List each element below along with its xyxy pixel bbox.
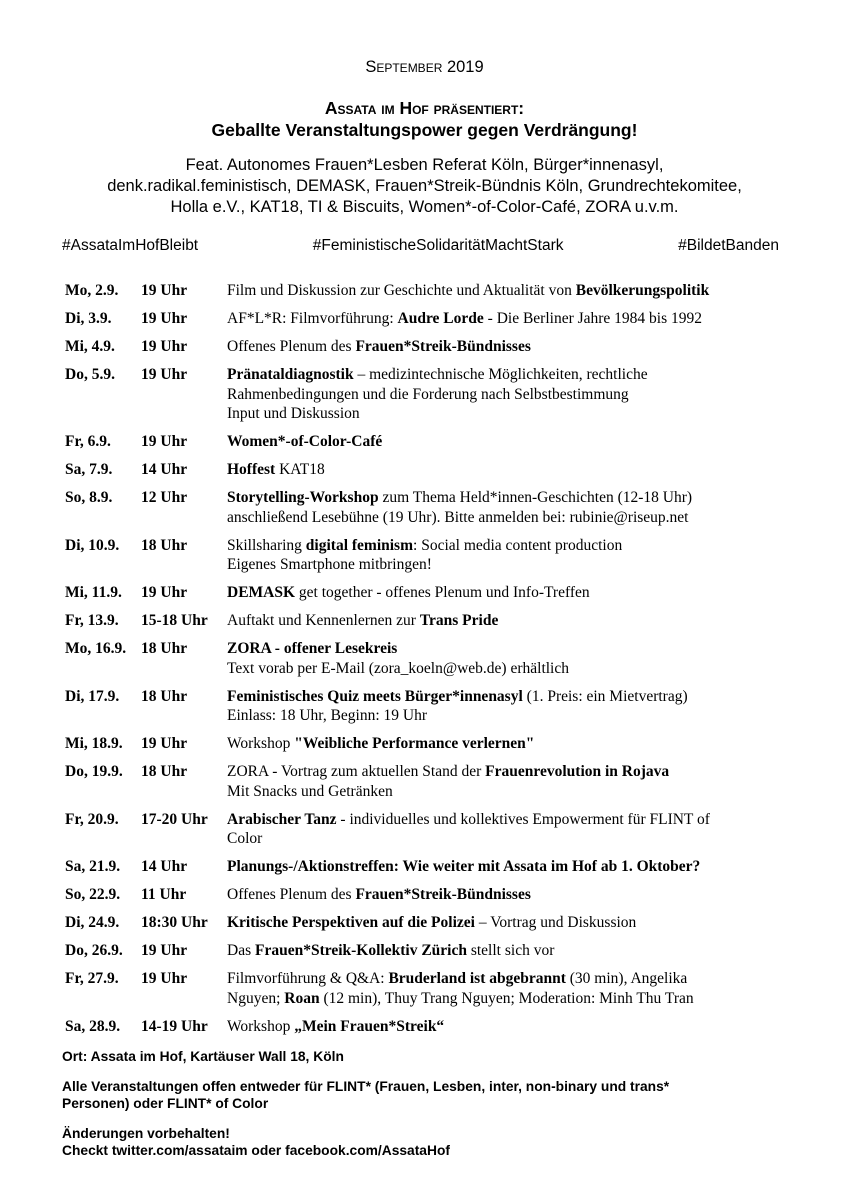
event-date: Mo, 16.9. (65, 640, 127, 657)
event-row (65, 969, 795, 1008)
event-description (227, 488, 795, 527)
event-time: 18 Uhr (141, 763, 188, 780)
event-date: Do, 26.9. (65, 942, 123, 959)
event-time: 18 Uhr (141, 536, 188, 554)
event-text: : Social media content production (413, 536, 623, 554)
event-description-line (227, 508, 795, 528)
event-row (65, 639, 795, 678)
event-row (65, 1017, 795, 1037)
event-description (227, 281, 795, 301)
event-text: Skillsharing (227, 536, 306, 554)
hashtag: #AssataImHofBleibt (62, 237, 199, 254)
event-date: Sa, 7.9. (65, 461, 113, 478)
event-description-line (227, 885, 795, 905)
event-time: 17-20 Uhr (141, 810, 208, 828)
event-date: Fr, 6.9. (65, 433, 111, 450)
event-description (227, 913, 795, 933)
event-text: Rahmenbedingungen und die Forderung nach Selbstbestimmung (227, 385, 629, 403)
event-description-line (227, 460, 795, 480)
event-time: 18:30 Uhr (141, 914, 208, 931)
event-row (65, 687, 795, 726)
page-title (0, 97, 849, 141)
event-description-line (227, 659, 795, 679)
event-text: – Vortrag und Diskussion (474, 914, 637, 931)
event-highlight: Bevölkerungspolitik (575, 282, 710, 299)
event-row (65, 337, 795, 357)
changes-line: Änderungen vorbehalten! (62, 1125, 230, 1141)
event-text: stellt sich vor (466, 942, 555, 959)
event-highlight: „Mein Frauen*Streik“ (294, 1017, 445, 1035)
event-text: Auftakt und Kennenlernen zur (227, 612, 420, 629)
featured-groups (40, 155, 809, 218)
event-row (65, 309, 795, 329)
event-description-line (227, 857, 795, 877)
event-row (65, 432, 795, 452)
event-time: 19 Uhr (141, 366, 188, 383)
event-highlight: Trans Pride (419, 612, 499, 629)
hashtag-row (62, 237, 779, 255)
event-row (65, 365, 795, 424)
event-description-line (227, 782, 795, 802)
event-description (227, 810, 795, 849)
event-description-line (227, 488, 795, 508)
changes-note (62, 1125, 802, 1160)
event-description (227, 309, 795, 329)
event-description-line (227, 555, 795, 575)
changes-line: Checkt twitter.com/assataim oder facebook.com/AssataHof (62, 1143, 450, 1158)
event-time: 19 Uhr (141, 338, 188, 355)
event-date: Mi, 11.9. (65, 584, 122, 601)
event-text: Color (227, 830, 263, 847)
event-row (65, 460, 795, 480)
event-time: 19 Uhr (141, 433, 188, 450)
event-description (227, 762, 795, 801)
event-date: Fr, 20.9. (65, 810, 119, 828)
event-highlight: Frauenrevolution in Rojava (485, 763, 670, 780)
event-description (227, 941, 795, 961)
event-description-line (227, 309, 795, 329)
event-description-line (227, 706, 795, 726)
event-row (65, 734, 795, 754)
event-description-line (227, 969, 795, 989)
event-time: 19 Uhr (141, 735, 188, 752)
event-row (65, 536, 795, 575)
event-description (227, 857, 795, 877)
event-description-line (227, 385, 795, 405)
event-date: So, 22.9. (65, 886, 121, 903)
event-date: Di, 3.9. (65, 310, 112, 327)
event-date: Fr, 13.9. (65, 612, 119, 629)
event-time: 19 Uhr (141, 282, 188, 299)
event-description (227, 460, 795, 480)
access-note (62, 1078, 802, 1113)
event-date: Fr, 27.9. (65, 970, 119, 987)
footer-info (62, 1048, 802, 1172)
event-description (227, 687, 795, 726)
event-text: AF*L*R: Filmvorführung: (227, 310, 398, 327)
event-time: 15-18 Uhr (141, 612, 208, 629)
event-highlight: Kritische Perspektiven auf die Polizei (227, 914, 475, 931)
event-description (227, 583, 795, 603)
event-text: (12 min), Thuy Trang Nguyen; Moderation: Minh Thu Tran (319, 989, 694, 1007)
event-description-line (227, 365, 795, 385)
event-highlight: Planungs-/Aktionstreffen: Wie weiter mit Assata im Hof ab 1. Oktober? (227, 858, 701, 875)
event-description (227, 611, 795, 631)
event-text: Mit Snacks und Getränken (227, 782, 393, 800)
title-line-1: Assata im Hof präsentiert: (324, 98, 525, 118)
event-description-line (227, 829, 795, 849)
event-description-line (227, 639, 795, 659)
event-text: Workshop (227, 735, 295, 752)
event-description (227, 885, 795, 905)
event-time: 19 Uhr (141, 970, 188, 987)
event-row (65, 488, 795, 527)
event-highlight: Roan (284, 989, 320, 1007)
event-text: Das (227, 942, 255, 959)
event-highlight: Frauen*Streik-Kollektiv Zürich (254, 942, 467, 959)
event-date: Sa, 21.9. (65, 858, 121, 875)
event-date: Mi, 4.9. (65, 338, 115, 355)
event-highlight: Audre Lorde (397, 310, 484, 327)
event-text: Eigenes Smartphone mitbringen! (227, 556, 432, 573)
event-row (65, 885, 795, 905)
event-date: Do, 5.9. (65, 366, 115, 383)
event-description (227, 337, 795, 357)
event-highlight: DEMASK (227, 584, 296, 601)
event-description (227, 1017, 795, 1037)
event-description (227, 734, 795, 754)
event-description (227, 432, 795, 452)
event-time: 14 Uhr (141, 858, 188, 875)
event-text: - Die Berliner Jahre 1984 bis 1992 (483, 310, 703, 327)
hashtag: #FeministischeSolidaritätMachtStark (312, 237, 564, 254)
event-list (65, 281, 795, 1045)
event-date: Do, 19.9. (65, 763, 123, 780)
event-description (227, 365, 795, 424)
event-highlight: Arabischer Tanz (227, 810, 337, 828)
event-description (227, 969, 795, 1008)
event-description-line (227, 810, 795, 830)
event-date: Di, 17.9. (65, 687, 120, 705)
event-highlight: Women*-of-Color-Café (227, 433, 383, 450)
event-row (65, 762, 795, 801)
event-highlight: "Weibliche Performance verlernen" (294, 735, 535, 752)
event-row (65, 611, 795, 631)
event-description (227, 639, 795, 678)
event-text: Nguyen; (227, 989, 285, 1007)
event-date: Di, 10.9. (65, 536, 120, 554)
event-description-line (227, 432, 795, 452)
event-text: Offenes Plenum des (227, 338, 356, 355)
event-date: Di, 24.9. (65, 914, 120, 931)
event-time: 18 Uhr (141, 687, 188, 705)
event-time: 11 Uhr (141, 886, 187, 903)
event-date: Mi, 18.9. (65, 735, 123, 752)
event-description-line (227, 989, 795, 1009)
title-line-2: Geballte Veranstaltungspower gegen Verdrängung! (211, 120, 638, 140)
access-line: Alle Veranstaltungen offen entweder für FLINT* (Frauen, Lesben, inter, non-binary und trans* (62, 1078, 670, 1094)
hashtag: #BildetBanden (678, 237, 779, 254)
event-highlight: Storytelling-Workshop (227, 489, 379, 506)
event-description (227, 536, 795, 575)
access-line: Personen) oder FLINT* of Color (62, 1096, 269, 1111)
event-description-line (227, 337, 795, 357)
event-description-line (227, 734, 795, 754)
event-text: Filmvorführung & Q&A: (227, 970, 389, 987)
event-text: KAT18 (275, 461, 325, 478)
event-description-line (227, 687, 795, 707)
event-text: get together - offenes Plenum und Info-Treffen (295, 584, 590, 601)
event-description-line (227, 913, 795, 933)
event-text: Text vorab per E-Mail (zora_koeln@web.de) erhältlich (227, 659, 569, 677)
event-time: 14-19 Uhr (141, 1017, 208, 1035)
event-description-line (227, 404, 795, 424)
event-row (65, 281, 795, 301)
event-highlight: Frauen*Streik-Bündnisses (355, 886, 531, 903)
event-text: Einlass: 18 Uhr, Beginn: 19 Uhr (227, 707, 428, 724)
event-time: 19 Uhr (141, 584, 188, 601)
event-text: – medizintechnische Möglichkeiten, rechtliche (353, 366, 648, 383)
event-description-line (227, 1017, 795, 1037)
feat-line: Holla e.V., KAT18, TI & Biscuits, Women*-of-Color-Café, ZORA u.v.m. (170, 198, 679, 216)
event-time: 18 Uhr (141, 640, 188, 657)
event-text: - individuelles und kollektives Empowerment für FLINT of (336, 810, 710, 828)
event-text: Film und Diskussion zur Geschichte und Aktualität von (227, 282, 576, 299)
feat-line: denk.radikal.feministisch, DEMASK, Frauen*Streik-Bündnis Köln, Grundrechtekomitee, (107, 177, 742, 195)
event-date: So, 8.9. (65, 489, 113, 506)
event-highlight: ZORA - offener Lesekreis (227, 640, 398, 657)
event-date: Sa, 28.9. (65, 1017, 121, 1035)
event-text: (1. Preis: ein Mietvertrag) (522, 687, 688, 705)
event-text: zum Thema Held*innen-Geschichten (12-18 Uhr) (378, 489, 693, 506)
event-highlight: Feministisches Quiz meets Bürger*innenasyl (227, 687, 523, 705)
event-description-line (227, 583, 795, 603)
event-row (65, 857, 795, 877)
event-highlight: Frauen*Streik-Bündnisses (355, 338, 531, 355)
event-highlight: Hoffest (227, 461, 276, 478)
event-highlight: digital feminism (305, 536, 414, 554)
event-text: Offenes Plenum des (227, 886, 356, 903)
event-row (65, 941, 795, 961)
event-row (65, 913, 795, 933)
month-heading: September 2019 (365, 58, 484, 76)
event-text: (30 min), Angelika (565, 970, 688, 987)
event-description-line (227, 611, 795, 631)
event-description-line (227, 536, 795, 556)
event-time: 19 Uhr (141, 310, 188, 327)
event-date: Mo, 2.9. (65, 282, 119, 299)
event-description-line (227, 281, 795, 301)
location-text: Ort: Assata im Hof, Kartäuser Wall 18, Köln (62, 1049, 344, 1064)
event-text: Workshop (227, 1017, 295, 1035)
event-row (65, 810, 795, 849)
event-description-line (227, 941, 795, 961)
event-text: anschließend Lesebühne (19 Uhr). Bitte anmelden bei: rubinie@riseup.net (227, 508, 689, 526)
event-time: 12 Uhr (141, 489, 188, 506)
event-time: 19 Uhr (141, 942, 188, 959)
event-time: 14 Uhr (141, 461, 188, 478)
event-text: ZORA - Vortrag zum aktuellen Stand der (227, 763, 486, 780)
event-row (65, 583, 795, 603)
event-highlight: Bruderland ist abgebrannt (388, 970, 566, 987)
event-description-line (227, 762, 795, 782)
feat-line: Feat. Autonomes Frauen*Lesben Referat Köln, Bürger*innenasyl, (185, 156, 664, 174)
event-text: Input und Diskussion (227, 405, 360, 422)
event-highlight: Pränataldiagnostik (227, 366, 354, 383)
